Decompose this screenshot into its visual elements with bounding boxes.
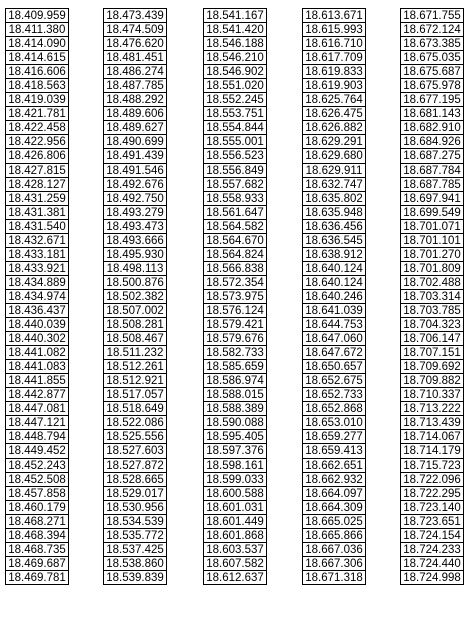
number-cell: 18.411.380 <box>6 23 68 37</box>
number-cell: 18.422.458 <box>6 121 68 135</box>
number-cell: 18.489.606 <box>104 107 166 121</box>
number-cell: 18.677.195 <box>401 93 463 107</box>
number-cell: 18.493.473 <box>104 220 166 234</box>
number-cell: 18.615.993 <box>303 23 365 37</box>
number-cell: 18.707.151 <box>401 346 463 360</box>
number-cell: 18.650.657 <box>303 360 365 374</box>
number-cell: 18.564.824 <box>204 248 266 262</box>
number-cell: 18.556.523 <box>204 149 266 163</box>
number-cell: 18.659.277 <box>303 430 365 444</box>
number-cell: 18.541.420 <box>204 23 266 37</box>
number-cell: 18.701.101 <box>401 234 463 248</box>
number-column-4 <box>302 8 366 585</box>
number-cell: 18.493.666 <box>104 234 166 248</box>
number-cell: 18.469.687 <box>6 557 68 571</box>
number-cell: 18.468.271 <box>6 515 68 529</box>
number-cell: 18.629.680 <box>303 149 365 163</box>
number-cell: 18.617.709 <box>303 51 365 65</box>
number-cell: 18.421.781 <box>6 107 68 121</box>
number-cell: 18.537.425 <box>104 543 166 557</box>
number-cell: 18.441.082 <box>6 346 68 360</box>
number-cell: 18.704.323 <box>401 318 463 332</box>
number-cell: 18.723.140 <box>401 501 463 515</box>
number-cell: 18.652.733 <box>303 388 365 402</box>
number-cell: 18.414.615 <box>6 51 68 65</box>
number-cell: 18.434.889 <box>6 276 68 290</box>
number-cell: 18.561.647 <box>204 206 266 220</box>
number-cell: 18.473.439 <box>104 9 166 23</box>
number-cell: 18.702.488 <box>401 276 463 290</box>
number-cell: 18.586.974 <box>204 374 266 388</box>
number-cell: 18.468.394 <box>6 529 68 543</box>
number-cell: 18.447.081 <box>6 402 68 416</box>
number-cell: 18.553.751 <box>204 107 266 121</box>
number-cell: 18.613.671 <box>303 9 365 23</box>
number-cell: 18.491.439 <box>104 149 166 163</box>
number-cell: 18.579.676 <box>204 332 266 346</box>
number-cell: 18.546.902 <box>204 65 266 79</box>
number-cell: 18.682.910 <box>401 121 463 135</box>
number-cell: 18.409.959 <box>6 9 68 23</box>
number-cell: 18.619.903 <box>303 79 365 93</box>
number-cell: 18.709.882 <box>401 374 463 388</box>
number-cell: 18.671.318 <box>303 571 365 585</box>
number-cell: 18.588.015 <box>204 388 266 402</box>
number-cell: 18.607.582 <box>204 557 266 571</box>
number-cell: 18.541.167 <box>204 9 266 23</box>
number-cell: 18.468.735 <box>6 543 68 557</box>
number-cell: 18.612.637 <box>204 571 266 585</box>
number-cell: 18.427.815 <box>6 164 68 178</box>
number-cell: 18.431.540 <box>6 220 68 234</box>
number-cell: 18.713.439 <box>401 416 463 430</box>
number-cell: 18.709.692 <box>401 360 463 374</box>
number-cell: 18.703.785 <box>401 304 463 318</box>
number-cell: 18.697.941 <box>401 192 463 206</box>
number-cell: 18.433.921 <box>6 262 68 276</box>
number-cell: 18.582.733 <box>204 346 266 360</box>
number-cell: 18.722.096 <box>401 473 463 487</box>
number-cell: 18.493.279 <box>104 206 166 220</box>
number-cell: 18.500.876 <box>104 276 166 290</box>
number-cell: 18.564.582 <box>204 220 266 234</box>
number-cell: 18.672.124 <box>401 23 463 37</box>
number-cell: 18.488.292 <box>104 93 166 107</box>
number-cell: 18.534.539 <box>104 515 166 529</box>
number-cell: 18.640.246 <box>303 290 365 304</box>
number-cell: 18.701.809 <box>401 262 463 276</box>
number-cell: 18.440.302 <box>6 332 68 346</box>
number-cell: 18.603.537 <box>204 543 266 557</box>
number-cell: 18.641.039 <box>303 304 365 318</box>
number-cell: 18.687.785 <box>401 178 463 192</box>
number-cell: 18.434.974 <box>6 290 68 304</box>
number-cell: 18.508.467 <box>104 332 166 346</box>
number-cell: 18.432.671 <box>6 234 68 248</box>
number-cell: 18.629.291 <box>303 135 365 149</box>
number-column-1 <box>5 8 69 585</box>
number-cell: 18.487.785 <box>104 79 166 93</box>
number-cell: 18.715.723 <box>401 459 463 473</box>
number-cell: 18.635.948 <box>303 206 365 220</box>
number-cell: 18.530.956 <box>104 501 166 515</box>
number-cell: 18.724.440 <box>401 557 463 571</box>
number-cell: 18.585.659 <box>204 360 266 374</box>
number-cell: 18.671.755 <box>401 9 463 23</box>
number-cell: 18.527.872 <box>104 459 166 473</box>
number-cell: 18.640.124 <box>303 262 365 276</box>
number-cell: 18.498.113 <box>104 262 166 276</box>
number-cell: 18.457.858 <box>6 487 68 501</box>
number-cell: 18.546.188 <box>204 37 266 51</box>
number-cell: 18.469.781 <box>6 571 68 585</box>
number-cell: 18.681.143 <box>401 107 463 121</box>
number-cell: 18.489.627 <box>104 121 166 135</box>
number-cell: 18.638.912 <box>303 248 365 262</box>
number-cell: 18.601.449 <box>204 515 266 529</box>
number-cell: 18.518.649 <box>104 402 166 416</box>
number-cell: 18.675.687 <box>401 65 463 79</box>
number-cell: 18.433.181 <box>6 248 68 262</box>
number-cell: 18.706.147 <box>401 332 463 346</box>
number-cell: 18.703.314 <box>401 290 463 304</box>
number-cell: 18.572.354 <box>204 276 266 290</box>
number-cell: 18.418.563 <box>6 79 68 93</box>
number-cell: 18.722.295 <box>401 487 463 501</box>
number-cell: 18.616.710 <box>303 37 365 51</box>
number-cell: 18.441.855 <box>6 374 68 388</box>
number-cell: 18.724.154 <box>401 529 463 543</box>
number-cell: 18.673.385 <box>401 37 463 51</box>
number-cell: 18.576.124 <box>204 304 266 318</box>
number-cell: 18.525.556 <box>104 430 166 444</box>
number-cell: 18.647.060 <box>303 332 365 346</box>
number-cell: 18.508.281 <box>104 318 166 332</box>
number-cell: 18.511.232 <box>104 346 166 360</box>
number-cell: 18.600.588 <box>204 487 266 501</box>
number-cell: 18.528.665 <box>104 473 166 487</box>
number-cell: 18.491.546 <box>104 164 166 178</box>
number-cell: 18.659.413 <box>303 444 365 458</box>
number-cell: 18.492.676 <box>104 178 166 192</box>
number-cell: 18.598.161 <box>204 459 266 473</box>
number-cell: 18.629.911 <box>303 164 365 178</box>
number-cell: 18.626.882 <box>303 121 365 135</box>
number-cell: 18.588.389 <box>204 402 266 416</box>
number-cell: 18.452.508 <box>6 473 68 487</box>
number-cell: 18.635.802 <box>303 192 365 206</box>
number-cell: 18.601.031 <box>204 501 266 515</box>
number-cell: 18.665.025 <box>303 515 365 529</box>
number-cell: 18.652.675 <box>303 374 365 388</box>
number-cell: 18.675.978 <box>401 79 463 93</box>
number-cell: 18.490.699 <box>104 135 166 149</box>
number-cell: 18.546.210 <box>204 51 266 65</box>
number-cell: 18.632.747 <box>303 178 365 192</box>
number-cell: 18.590.088 <box>204 416 266 430</box>
number-cell: 18.684.926 <box>401 135 463 149</box>
number-cell: 18.538.860 <box>104 557 166 571</box>
number-cell: 18.512.921 <box>104 374 166 388</box>
number-cell: 18.667.036 <box>303 543 365 557</box>
number-cell: 18.474.509 <box>104 23 166 37</box>
number-cell: 18.599.033 <box>204 473 266 487</box>
number-cell: 18.416.606 <box>6 65 68 79</box>
number-cell: 18.460.179 <box>6 501 68 515</box>
number-cell: 18.447.121 <box>6 416 68 430</box>
number-cell: 18.647.672 <box>303 346 365 360</box>
number-cell: 18.414.090 <box>6 37 68 51</box>
number-cell: 18.440.039 <box>6 318 68 332</box>
number-cell: 18.436.437 <box>6 304 68 318</box>
number-cell: 18.452.243 <box>6 459 68 473</box>
number-column-2 <box>103 8 167 585</box>
number-cell: 18.713.222 <box>401 402 463 416</box>
number-cell: 18.699.549 <box>401 206 463 220</box>
number-cell: 18.422.956 <box>6 135 68 149</box>
number-cell: 18.714.179 <box>401 444 463 458</box>
number-cell: 18.625.764 <box>303 93 365 107</box>
number-cell: 18.476.620 <box>104 37 166 51</box>
number-cell: 18.428.127 <box>6 178 68 192</box>
number-cell: 18.640.124 <box>303 276 365 290</box>
number-cell: 18.636.456 <box>303 220 365 234</box>
number-cell: 18.636.545 <box>303 234 365 248</box>
number-cell: 18.527.603 <box>104 444 166 458</box>
number-cell: 18.724.233 <box>401 543 463 557</box>
number-cell: 18.664.309 <box>303 501 365 515</box>
number-cell: 18.626.475 <box>303 107 365 121</box>
number-cell: 18.573.975 <box>204 290 266 304</box>
number-cell: 18.502.382 <box>104 290 166 304</box>
number-cell: 18.555.001 <box>204 135 266 149</box>
number-cell: 18.426.806 <box>6 149 68 163</box>
number-cell: 18.664.097 <box>303 487 365 501</box>
number-cell: 18.512.261 <box>104 360 166 374</box>
number-cell: 18.701.071 <box>401 220 463 234</box>
number-cell: 18.675.035 <box>401 51 463 65</box>
number-cell: 18.667.306 <box>303 557 365 571</box>
number-cell: 18.662.651 <box>303 459 365 473</box>
number-cell: 18.522.086 <box>104 416 166 430</box>
number-cell: 18.701.270 <box>401 248 463 262</box>
number-cell: 18.652.868 <box>303 402 365 416</box>
number-cell: 18.431.381 <box>6 206 68 220</box>
number-cell: 18.535.772 <box>104 529 166 543</box>
number-cell: 18.723.651 <box>401 515 463 529</box>
number-cell: 18.507.002 <box>104 304 166 318</box>
number-cell: 18.431.259 <box>6 192 68 206</box>
number-cell: 18.662.932 <box>303 473 365 487</box>
number-column-5 <box>400 8 464 585</box>
number-cell: 18.539.839 <box>104 571 166 585</box>
number-column-3 <box>203 8 267 585</box>
number-cell: 18.710.337 <box>401 388 463 402</box>
number-cell: 18.556.849 <box>204 164 266 178</box>
number-cell: 18.492.750 <box>104 192 166 206</box>
number-cell: 18.564.670 <box>204 234 266 248</box>
number-cell: 18.687.275 <box>401 149 463 163</box>
number-cell: 18.601.868 <box>204 529 266 543</box>
number-cell: 18.687.784 <box>401 164 463 178</box>
number-cell: 18.566.838 <box>204 262 266 276</box>
number-cell: 18.495.930 <box>104 248 166 262</box>
number-cell: 18.714.067 <box>401 430 463 444</box>
number-cell: 18.665.866 <box>303 529 365 543</box>
number-cell: 18.557.682 <box>204 178 266 192</box>
number-cell: 18.597.376 <box>204 444 266 458</box>
number-cell: 18.442.877 <box>6 388 68 402</box>
number-cell: 18.644.753 <box>303 318 365 332</box>
number-cell: 18.448.794 <box>6 430 68 444</box>
number-cell: 18.441.083 <box>6 360 68 374</box>
number-cell: 18.529.017 <box>104 487 166 501</box>
number-cell: 18.449.452 <box>6 444 68 458</box>
number-cell: 18.724.998 <box>401 571 463 585</box>
number-cell: 18.554.844 <box>204 121 266 135</box>
number-cell: 18.558.933 <box>204 192 266 206</box>
number-cell: 18.517.057 <box>104 388 166 402</box>
number-cell: 18.619.833 <box>303 65 365 79</box>
number-cell: 18.486.274 <box>104 65 166 79</box>
number-cell: 18.552.245 <box>204 93 266 107</box>
number-cell: 18.653.010 <box>303 416 365 430</box>
number-cell: 18.551.020 <box>204 79 266 93</box>
number-cell: 18.579.421 <box>204 318 266 332</box>
number-cell: 18.481.451 <box>104 51 166 65</box>
number-cell: 18.419.039 <box>6 93 68 107</box>
number-cell: 18.595.405 <box>204 430 266 444</box>
